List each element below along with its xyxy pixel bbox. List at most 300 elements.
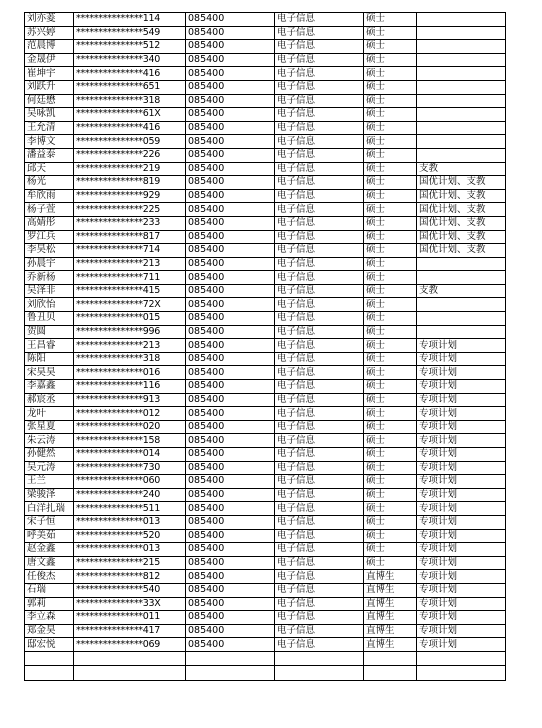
name-cell: 苏兴婷	[25, 26, 74, 40]
major-code-cell: 085400	[186, 40, 275, 54]
degree-type-cell: 硕士	[364, 475, 417, 489]
degree-type-cell: 硕士	[364, 284, 417, 298]
table-row	[25, 230, 506, 244]
table-row	[25, 638, 506, 652]
id-number-cell: ***************549	[74, 26, 186, 40]
table-row	[25, 257, 506, 271]
degree-type-cell: 硕士	[364, 244, 417, 258]
degree-type-cell: 硕士	[364, 13, 417, 27]
program-note-cell: 专项计划	[417, 366, 506, 380]
major-code-cell: 085400	[186, 271, 275, 285]
degree-type-cell: 硕士	[364, 203, 417, 217]
name-cell: 牟欣雨	[25, 189, 74, 203]
table-body	[25, 13, 506, 681]
major-name-cell: 电子信息	[275, 380, 364, 394]
program-note-cell: 专项计划	[417, 461, 506, 475]
major-code-cell: 085400	[186, 244, 275, 258]
table-row	[25, 583, 506, 597]
id-number-cell: ***************651	[74, 80, 186, 94]
table-row	[25, 325, 506, 339]
program-note-cell	[417, 67, 506, 81]
id-number-cell: ***************711	[74, 271, 186, 285]
major-name-cell: 电子信息	[275, 515, 364, 529]
major-name-cell: 电子信息	[275, 312, 364, 326]
degree-type-cell: 硕士	[364, 271, 417, 285]
program-note-cell	[417, 80, 506, 94]
program-note-cell: 专项计划	[417, 434, 506, 448]
major-code-cell: 085400	[186, 230, 275, 244]
major-name-cell: 电子信息	[275, 352, 364, 366]
empty-row	[25, 666, 506, 681]
major-code-cell: 085400	[186, 624, 275, 638]
major-code-cell: 085400	[186, 543, 275, 557]
major-name-cell: 电子信息	[275, 13, 364, 27]
degree-type-cell: 硕士	[364, 380, 417, 394]
id-number-cell: ***************225	[74, 203, 186, 217]
name-cell: 郭莉	[25, 597, 74, 611]
id-number-cell: ***************012	[74, 407, 186, 421]
major-code-cell: 085400	[186, 597, 275, 611]
degree-type-cell: 硕士	[364, 515, 417, 529]
major-name-cell: 电子信息	[275, 230, 364, 244]
id-number-cell: ***************318	[74, 94, 186, 108]
table-row	[25, 80, 506, 94]
table-row	[25, 570, 506, 584]
degree-type-cell: 硕士	[364, 121, 417, 135]
table-row	[25, 461, 506, 475]
name-cell: 刘亦菱	[25, 13, 74, 27]
major-code-cell: 085400	[186, 189, 275, 203]
major-code-cell: 085400	[186, 583, 275, 597]
degree-type-cell: 硕士	[364, 53, 417, 67]
degree-type-cell: 硕士	[364, 312, 417, 326]
table-row	[25, 543, 506, 557]
degree-type-cell: 直博生	[364, 597, 417, 611]
table-row	[25, 94, 506, 108]
name-cell: 贺圆	[25, 325, 74, 339]
major-name-cell: 电子信息	[275, 216, 364, 230]
program-note-cell: 专项计划	[417, 556, 506, 570]
major-name-cell: 电子信息	[275, 407, 364, 421]
degree-type-cell: 硕士	[364, 40, 417, 54]
major-name-cell: 电子信息	[275, 488, 364, 502]
major-name-cell: 电子信息	[275, 570, 364, 584]
program-note-cell: 专项计划	[417, 380, 506, 394]
table-row	[25, 284, 506, 298]
program-note-cell: 国优计划、支教	[417, 176, 506, 190]
table-row	[25, 312, 506, 326]
empty-cell	[275, 666, 364, 681]
name-cell: 龙叶	[25, 407, 74, 421]
major-code-cell: 085400	[186, 448, 275, 462]
id-number-cell: ***************011	[74, 611, 186, 625]
program-note-cell: 专项计划	[417, 407, 506, 421]
id-number-cell: ***************730	[74, 461, 186, 475]
program-note-cell	[417, 13, 506, 27]
id-number-cell: ***************540	[74, 583, 186, 597]
major-code-cell: 085400	[186, 121, 275, 135]
degree-type-cell: 硕士	[364, 230, 417, 244]
program-note-cell: 专项计划	[417, 488, 506, 502]
table-row	[25, 366, 506, 380]
degree-type-cell: 硕士	[364, 434, 417, 448]
program-note-cell	[417, 40, 506, 54]
id-number-cell: ***************215	[74, 556, 186, 570]
table-row	[25, 502, 506, 516]
program-note-cell: 专项计划	[417, 502, 506, 516]
degree-type-cell: 硕士	[364, 216, 417, 230]
empty-cell	[364, 651, 417, 666]
table-row	[25, 407, 506, 421]
program-note-cell	[417, 53, 506, 67]
degree-type-cell: 硕士	[364, 80, 417, 94]
id-number-cell: ***************060	[74, 475, 186, 489]
major-name-cell: 电子信息	[275, 121, 364, 135]
program-note-cell: 专项计划	[417, 597, 506, 611]
program-note-cell	[417, 312, 506, 326]
major-code-cell: 085400	[186, 502, 275, 516]
program-note-cell	[417, 257, 506, 271]
program-note-cell	[417, 325, 506, 339]
table-row	[25, 121, 506, 135]
major-name-cell: 电子信息	[275, 325, 364, 339]
program-note-cell: 专项计划	[417, 339, 506, 353]
program-note-cell	[417, 26, 506, 40]
name-cell: 石瑞	[25, 583, 74, 597]
id-number-cell: ***************213	[74, 257, 186, 271]
table-row	[25, 420, 506, 434]
table-row	[25, 339, 506, 353]
program-note-cell: 专项计划	[417, 352, 506, 366]
major-name-cell: 电子信息	[275, 529, 364, 543]
major-name-cell: 电子信息	[275, 448, 364, 462]
empty-cell	[25, 651, 74, 666]
major-name-cell: 电子信息	[275, 40, 364, 54]
major-code-cell: 085400	[186, 570, 275, 584]
name-cell: 崔坤宇	[25, 67, 74, 81]
major-code-cell: 085400	[186, 638, 275, 652]
name-cell: 吴咏凯	[25, 108, 74, 122]
empty-cell	[186, 666, 275, 681]
major-code-cell: 085400	[186, 67, 275, 81]
major-name-cell: 电子信息	[275, 556, 364, 570]
id-number-cell: ***************233	[74, 216, 186, 230]
table-row	[25, 434, 506, 448]
program-note-cell: 专项计划	[417, 543, 506, 557]
empty-cell	[25, 666, 74, 681]
id-number-cell: ***************817	[74, 230, 186, 244]
program-note-cell: 专项计划	[417, 448, 506, 462]
program-note-cell	[417, 298, 506, 312]
major-code-cell: 085400	[186, 108, 275, 122]
id-number-cell: ***************069	[74, 638, 186, 652]
table-row	[25, 53, 506, 67]
id-number-cell: ***************158	[74, 434, 186, 448]
name-cell: 赵金鑫	[25, 543, 74, 557]
id-number-cell: ***************33X	[74, 597, 186, 611]
program-note-cell: 支教	[417, 162, 506, 176]
major-name-cell: 电子信息	[275, 475, 364, 489]
major-code-cell: 085400	[186, 26, 275, 40]
table-row	[25, 67, 506, 81]
id-number-cell: ***************013	[74, 543, 186, 557]
name-cell: 罗江兵	[25, 230, 74, 244]
degree-type-cell: 硕士	[364, 502, 417, 516]
program-note-cell	[417, 271, 506, 285]
id-number-cell: ***************240	[74, 488, 186, 502]
major-name-cell: 电子信息	[275, 176, 364, 190]
major-name-cell: 电子信息	[275, 624, 364, 638]
table-row	[25, 488, 506, 502]
id-number-cell: ***************014	[74, 448, 186, 462]
table-row	[25, 189, 506, 203]
program-note-cell: 专项计划	[417, 529, 506, 543]
program-note-cell: 专项计划	[417, 624, 506, 638]
major-code-cell: 085400	[186, 162, 275, 176]
program-note-cell: 专项计划	[417, 393, 506, 407]
degree-type-cell: 直博生	[364, 570, 417, 584]
major-code-cell: 085400	[186, 203, 275, 217]
table-row	[25, 244, 506, 258]
table-row	[25, 529, 506, 543]
name-cell: 潘益泰	[25, 148, 74, 162]
major-name-cell: 电子信息	[275, 108, 364, 122]
major-code-cell: 085400	[186, 611, 275, 625]
name-cell: 王允清	[25, 121, 74, 135]
major-name-cell: 电子信息	[275, 366, 364, 380]
program-note-cell: 国优计划、支教	[417, 230, 506, 244]
degree-type-cell: 硕士	[364, 543, 417, 557]
id-number-cell: ***************72X	[74, 298, 186, 312]
name-cell: 孙晨宇	[25, 257, 74, 271]
degree-type-cell: 硕士	[364, 67, 417, 81]
degree-type-cell: 硕士	[364, 325, 417, 339]
empty-cell	[275, 651, 364, 666]
program-note-cell: 专项计划	[417, 570, 506, 584]
name-cell: 宋子恒	[25, 515, 74, 529]
major-name-cell: 电子信息	[275, 203, 364, 217]
empty-cell	[74, 651, 186, 666]
major-name-cell: 电子信息	[275, 339, 364, 353]
table-row	[25, 26, 506, 40]
id-number-cell: ***************213	[74, 339, 186, 353]
table-row	[25, 475, 506, 489]
table-row	[25, 148, 506, 162]
admission-list-table	[24, 12, 506, 681]
major-code-cell: 085400	[186, 380, 275, 394]
degree-type-cell: 直博生	[364, 638, 417, 652]
degree-type-cell: 硕士	[364, 488, 417, 502]
program-note-cell: 国优计划、支教	[417, 216, 506, 230]
id-number-cell: ***************929	[74, 189, 186, 203]
degree-type-cell: 硕士	[364, 148, 417, 162]
program-note-cell	[417, 108, 506, 122]
table-row	[25, 380, 506, 394]
table-row	[25, 448, 506, 462]
major-code-cell: 085400	[186, 515, 275, 529]
major-code-cell: 085400	[186, 13, 275, 27]
table-row	[25, 352, 506, 366]
id-number-cell: ***************416	[74, 121, 186, 135]
id-number-cell: ***************318	[74, 352, 186, 366]
major-name-cell: 电子信息	[275, 94, 364, 108]
degree-type-cell: 硕士	[364, 162, 417, 176]
name-cell: 范晨博	[25, 40, 74, 54]
program-note-cell	[417, 148, 506, 162]
program-note-cell: 国优计划、支教	[417, 203, 506, 217]
program-note-cell: 专项计划	[417, 583, 506, 597]
major-name-cell: 电子信息	[275, 298, 364, 312]
major-code-cell: 085400	[186, 284, 275, 298]
table-row	[25, 271, 506, 285]
name-cell: 宋昊昊	[25, 366, 74, 380]
degree-type-cell: 直博生	[364, 624, 417, 638]
major-name-cell: 电子信息	[275, 583, 364, 597]
degree-type-cell: 硕士	[364, 393, 417, 407]
major-name-cell: 电子信息	[275, 461, 364, 475]
id-number-cell: ***************059	[74, 135, 186, 149]
degree-type-cell: 直博生	[364, 583, 417, 597]
major-code-cell: 085400	[186, 556, 275, 570]
empty-cell	[74, 666, 186, 681]
id-number-cell: ***************226	[74, 148, 186, 162]
major-code-cell: 085400	[186, 312, 275, 326]
major-name-cell: 电子信息	[275, 189, 364, 203]
id-number-cell: ***************116	[74, 380, 186, 394]
degree-type-cell: 硕士	[364, 26, 417, 40]
name-cell: 张星夏	[25, 420, 74, 434]
major-code-cell: 085400	[186, 475, 275, 489]
major-code-cell: 085400	[186, 298, 275, 312]
program-note-cell: 专项计划	[417, 638, 506, 652]
empty-cell	[186, 651, 275, 666]
name-cell: 刘跃升	[25, 80, 74, 94]
program-note-cell	[417, 121, 506, 135]
degree-type-cell: 硕士	[364, 257, 417, 271]
major-code-cell: 085400	[186, 461, 275, 475]
major-code-cell: 085400	[186, 135, 275, 149]
id-number-cell: ***************016	[74, 366, 186, 380]
name-cell: 吴泽非	[25, 284, 74, 298]
name-cell: 高婧彤	[25, 216, 74, 230]
name-cell: 鲁丑贝	[25, 312, 74, 326]
major-name-cell: 电子信息	[275, 162, 364, 176]
major-code-cell: 085400	[186, 176, 275, 190]
table-row	[25, 611, 506, 625]
degree-type-cell: 硕士	[364, 339, 417, 353]
empty-row	[25, 651, 506, 666]
program-note-cell: 国优计划、支教	[417, 244, 506, 258]
id-number-cell: ***************61X	[74, 108, 186, 122]
name-cell: 李昊松	[25, 244, 74, 258]
name-cell: 金晟伊	[25, 53, 74, 67]
major-name-cell: 电子信息	[275, 434, 364, 448]
name-cell: 郑金昊	[25, 624, 74, 638]
program-note-cell: 专项计划	[417, 515, 506, 529]
id-number-cell: ***************020	[74, 420, 186, 434]
major-name-cell: 电子信息	[275, 244, 364, 258]
degree-type-cell: 硕士	[364, 366, 417, 380]
name-cell: 李博文	[25, 135, 74, 149]
id-number-cell: ***************714	[74, 244, 186, 258]
name-cell: 陈阳	[25, 352, 74, 366]
id-number-cell: ***************812	[74, 570, 186, 584]
id-number-cell: ***************511	[74, 502, 186, 516]
empty-cell	[364, 666, 417, 681]
id-number-cell: ***************340	[74, 53, 186, 67]
major-code-cell: 085400	[186, 488, 275, 502]
name-cell: 邱天	[25, 162, 74, 176]
degree-type-cell: 直博生	[364, 611, 417, 625]
empty-cell	[417, 666, 506, 681]
program-note-cell: 专项计划	[417, 475, 506, 489]
table-row	[25, 108, 506, 122]
name-cell: 任俊杰	[25, 570, 74, 584]
major-code-cell: 085400	[186, 529, 275, 543]
degree-type-cell: 硕士	[364, 448, 417, 462]
name-cell: 王昌睿	[25, 339, 74, 353]
name-cell: 乔新杨	[25, 271, 74, 285]
program-note-cell	[417, 135, 506, 149]
table-row	[25, 597, 506, 611]
id-number-cell: ***************819	[74, 176, 186, 190]
name-cell: 邸宏悦	[25, 638, 74, 652]
id-number-cell: ***************417	[74, 624, 186, 638]
major-name-cell: 电子信息	[275, 53, 364, 67]
id-number-cell: ***************415	[74, 284, 186, 298]
id-number-cell: ***************913	[74, 393, 186, 407]
major-code-cell: 085400	[186, 53, 275, 67]
degree-type-cell: 硕士	[364, 461, 417, 475]
id-number-cell: ***************219	[74, 162, 186, 176]
id-number-cell: ***************013	[74, 515, 186, 529]
id-number-cell: ***************996	[74, 325, 186, 339]
major-code-cell: 085400	[186, 257, 275, 271]
major-code-cell: 085400	[186, 352, 275, 366]
major-name-cell: 电子信息	[275, 611, 364, 625]
id-number-cell: ***************416	[74, 67, 186, 81]
table-row	[25, 515, 506, 529]
degree-type-cell: 硕士	[364, 298, 417, 312]
major-code-cell: 085400	[186, 339, 275, 353]
major-code-cell: 085400	[186, 420, 275, 434]
id-number-cell: ***************520	[74, 529, 186, 543]
table-row	[25, 556, 506, 570]
major-name-cell: 电子信息	[275, 502, 364, 516]
major-code-cell: 085400	[186, 393, 275, 407]
major-name-cell: 电子信息	[275, 257, 364, 271]
degree-type-cell: 硕士	[364, 529, 417, 543]
table-row	[25, 298, 506, 312]
degree-type-cell: 硕士	[364, 108, 417, 122]
major-name-cell: 电子信息	[275, 543, 364, 557]
program-note-cell	[417, 94, 506, 108]
major-name-cell: 电子信息	[275, 638, 364, 652]
name-cell: 刘欣怡	[25, 298, 74, 312]
major-name-cell: 电子信息	[275, 67, 364, 81]
table-row	[25, 162, 506, 176]
table-row	[25, 624, 506, 638]
id-number-cell: ***************114	[74, 13, 186, 27]
table-row	[25, 13, 506, 27]
degree-type-cell: 硕士	[364, 352, 417, 366]
name-cell: 白洋扎瑞	[25, 502, 74, 516]
table-row	[25, 176, 506, 190]
major-name-cell: 电子信息	[275, 80, 364, 94]
degree-type-cell: 硕士	[364, 407, 417, 421]
major-code-cell: 085400	[186, 94, 275, 108]
program-note-cell: 专项计划	[417, 420, 506, 434]
